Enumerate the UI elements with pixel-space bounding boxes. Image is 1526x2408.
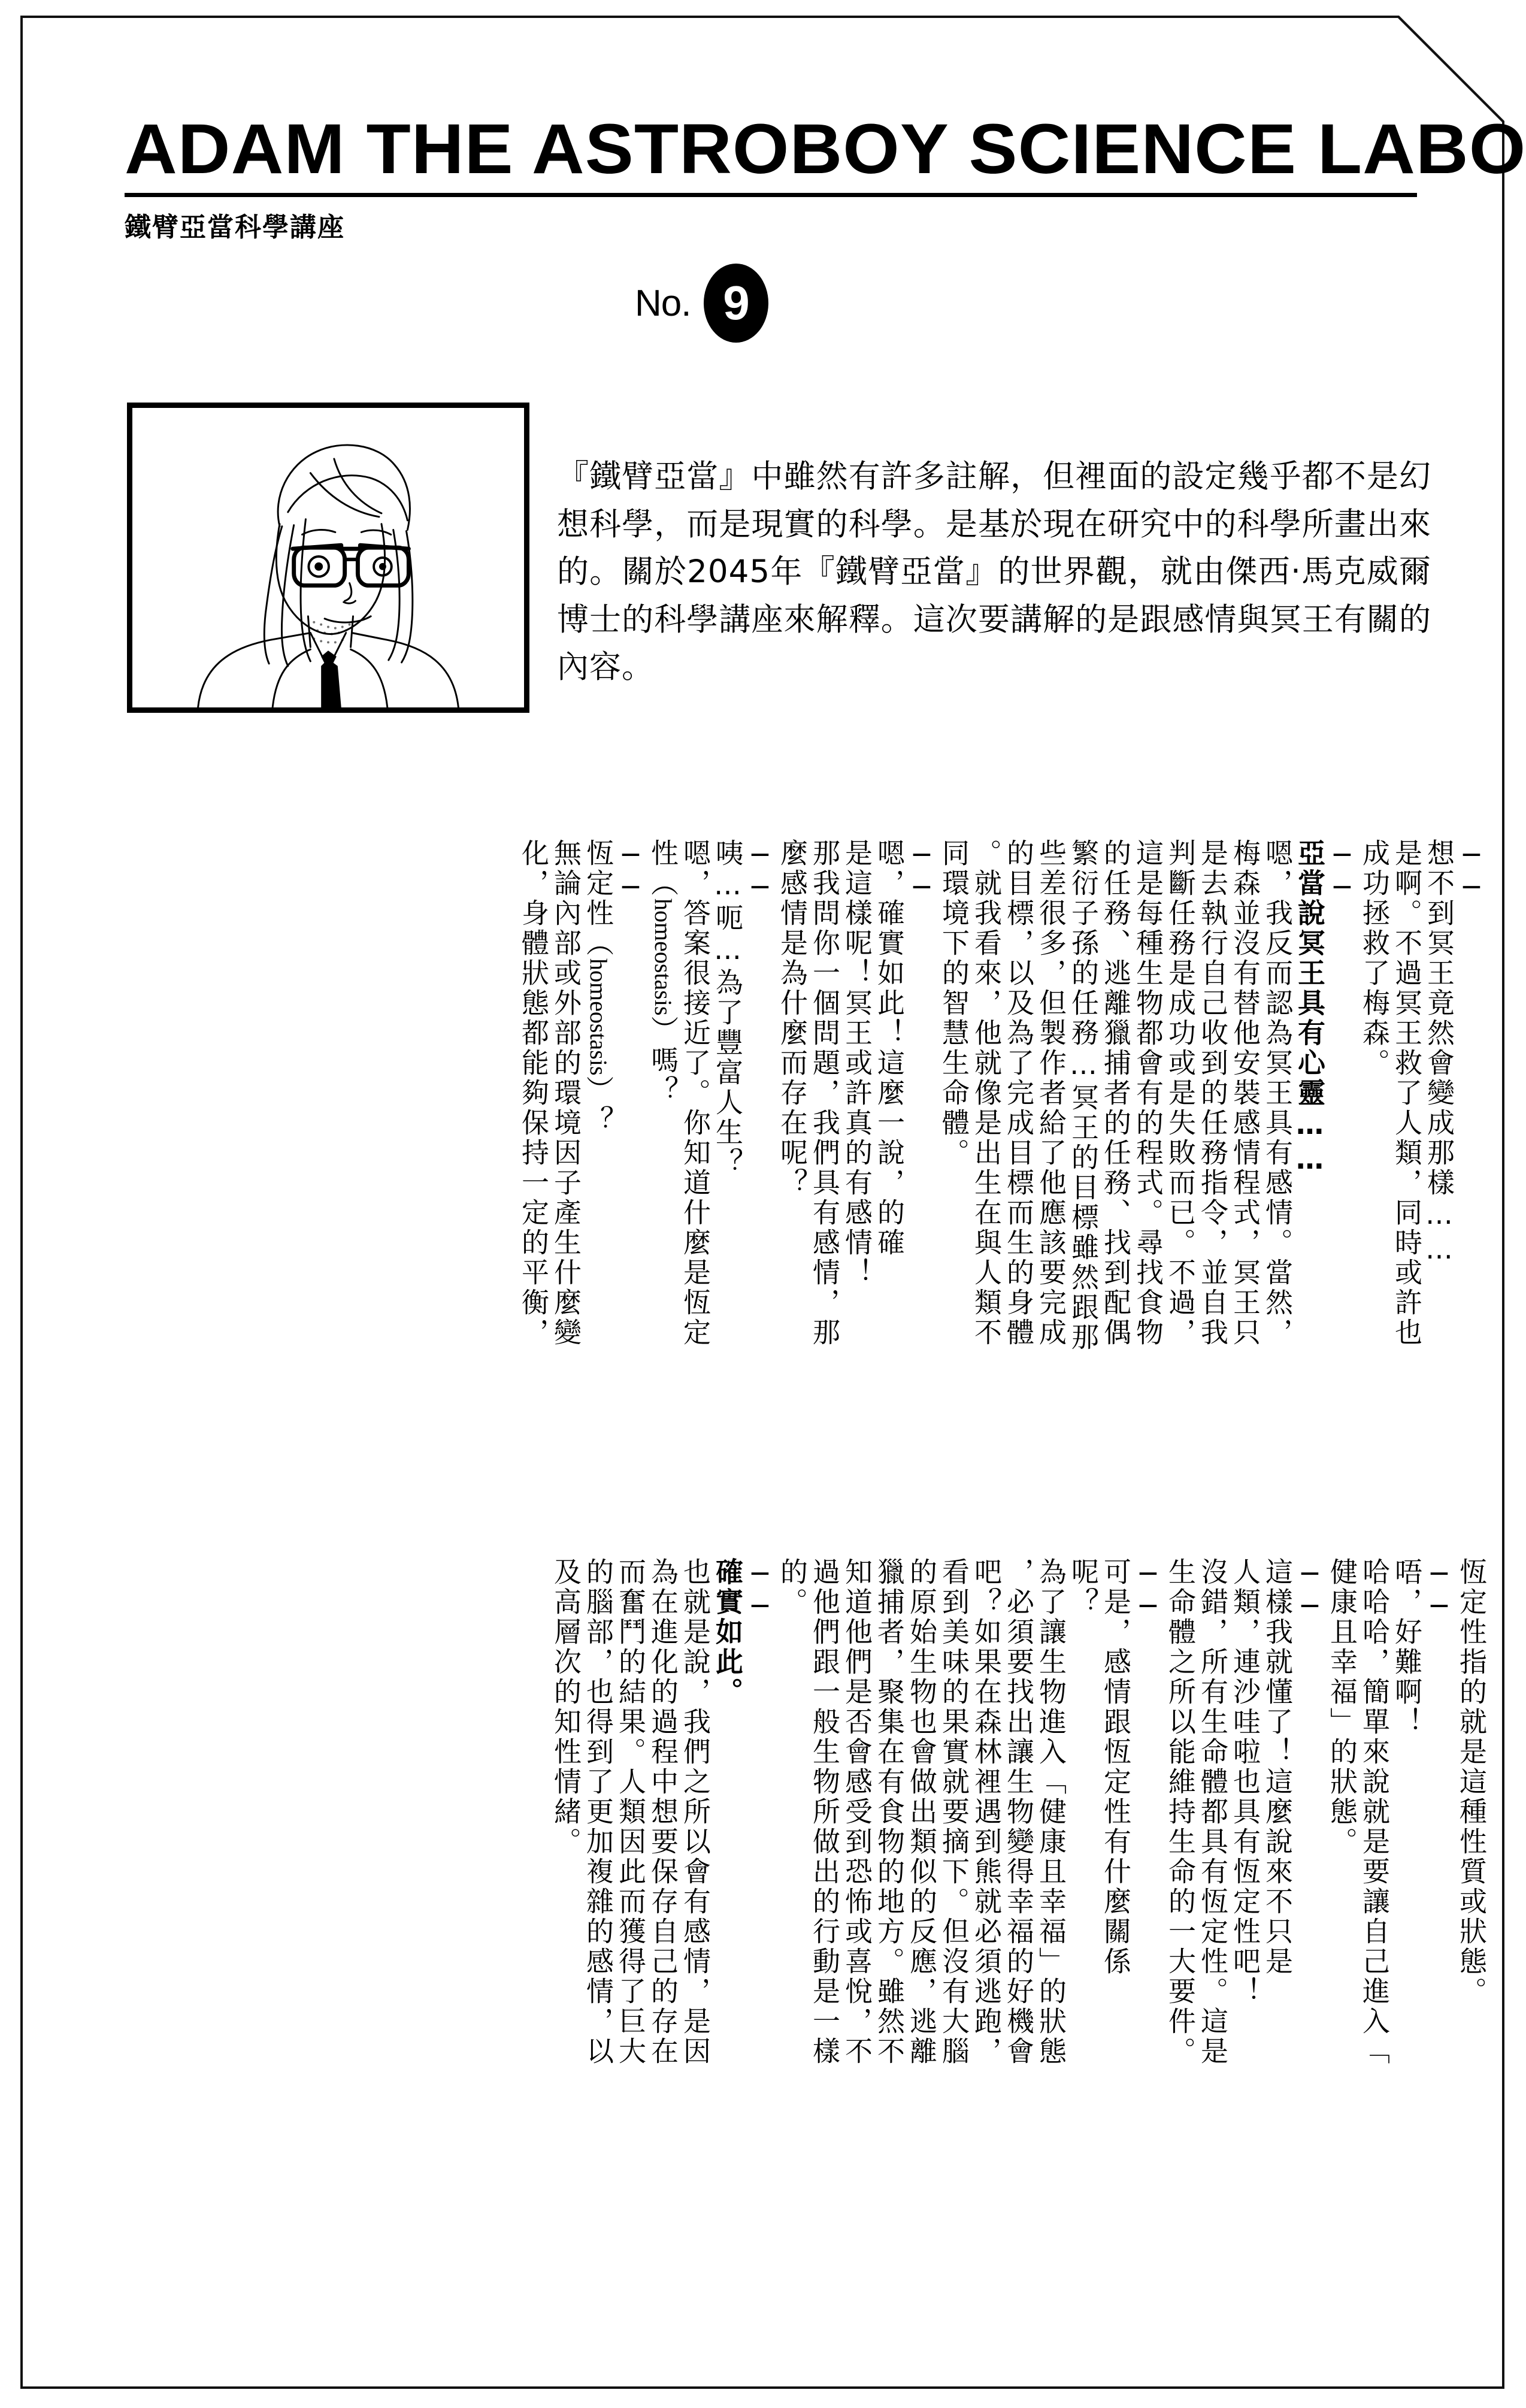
upper-column-14: 的目標，以及為了完成目標而生的身體 xyxy=(1003,839,1035,1348)
upper-column-23: 咦…呃…為了豐富人生？ xyxy=(711,839,744,1178)
upper-column-29: 化，身體狀態都能夠保持一定的平衡， xyxy=(517,839,550,1348)
upper-column-18: 嗯，確實如此！這麼一說，的確 xyxy=(873,839,906,1258)
upper-column-20: 那我問你一個問題，我們具有感情，那 xyxy=(809,839,841,1348)
upper-column-16: 同環境下的智慧生命體。 xyxy=(938,839,970,1168)
lower-column-0: 恆定性指的就是這種性質或狀態。 xyxy=(1455,1557,1488,2007)
lower-column-11: 可是，感情跟恆定性有什麼關係 xyxy=(1100,1557,1132,1977)
lower-column-6: 這樣我就懂了！這麼說來不只是 xyxy=(1261,1557,1294,1977)
upper-column-11: 的任務、逃離獵捕者的任務、找到配偶 xyxy=(1100,839,1132,1348)
lower-column-25: 為在進化的過程中想要保存自己的存在 xyxy=(647,1557,679,2067)
latin-term: homeostasis xyxy=(650,899,677,1016)
lower-column-7: 人類，連沙哇啦也具有恆定性吧！ xyxy=(1229,1557,1261,2007)
lower-column-24: 也就是說，我們之所以會有感情，是因 xyxy=(679,1557,711,2067)
issue-label: No. xyxy=(635,282,691,324)
upper-column-25: 性（homeostasis）嗎？ xyxy=(647,839,679,1106)
upper-column-6: 嗯，我反而認為冥王具有感情。當然， xyxy=(1261,839,1294,1348)
issue-indicator xyxy=(635,264,768,343)
lower-column-12: 呢？ xyxy=(1067,1557,1100,1617)
upper-column-17: ── xyxy=(906,839,938,903)
upper-column-4: ── xyxy=(1326,839,1358,903)
lower-column-1: ── xyxy=(1423,1557,1455,1622)
upper-column-26: ── xyxy=(614,839,647,903)
upper-column-24: 嗯，答案很接近了。你知道什麼是恆定 xyxy=(679,839,711,1348)
upper-column-2: 是啊。不過冥王救了人類，同時或許也 xyxy=(1391,839,1423,1348)
upper-column-28: 無論內部或外部的環境因子產生什麼變 xyxy=(550,839,582,1348)
issue-number-badge: 9 xyxy=(704,264,768,343)
lower-column-17: 的原始生物也會做出類似的反應，逃離 xyxy=(906,1557,938,2067)
lower-column-3: 哈哈哈，簡單來說就是要讓自己進入「 xyxy=(1358,1557,1391,2067)
lower-column-18: 獵捕者，聚集在有食物的地方。雖然不 xyxy=(873,1557,906,2067)
upper-column-13: 些差很多，但製作者給了他應該要完成 xyxy=(1035,839,1067,1348)
lower-column-15: 吧？如果在森林裡遇到熊就必須逃跑， xyxy=(970,1557,1003,2067)
lower-column-14: ，必須要找出讓生物變得幸福的好機會 xyxy=(1003,1557,1035,2067)
upper-column-12: 繁衍子孫的任務…冥王的目標雖然跟那 xyxy=(1067,839,1100,1353)
scientist-portrait-illustration xyxy=(132,408,524,707)
masthead xyxy=(125,110,1526,244)
lower-column-9: 生命體之所以能維持生命的一大要件。 xyxy=(1164,1557,1197,2067)
upper-column-22: ── xyxy=(744,839,776,903)
upper-column-10: 這是每種生物都會有的程式。尋找食物 xyxy=(1132,839,1164,1348)
dialogue-block-upper xyxy=(117,839,1488,1527)
lower-column-2: 唔，好難啊！ xyxy=(1391,1557,1423,1737)
upper-column-5: 亞當說冥王具有心靈…… xyxy=(1294,839,1326,1178)
page-title: ADAM THE ASTROBOY SCIENCE LABO xyxy=(125,110,1526,189)
latin-term: homeostasis xyxy=(585,958,612,1076)
lower-column-26: 而奮鬥的結果。人類因此而獲得了巨大 xyxy=(614,1557,647,2067)
subtitle: 鐵臂亞當科學講座 xyxy=(125,212,345,243)
intro-paragraph: 『鐵臂亞當』中雖然有許多註解，但裡面的設定幾乎都不是幻想科學，而是現實的科學。是基於現在研究中的科學所畫出來的。關於2045年『鐵臂亞當』的世界觀，就由傑西‧馬克威爾博士的科學講座來解釋。這次要講解的是跟感情與冥王有關的內容。 xyxy=(557,458,1431,685)
lower-column-27: 的腦部，也得到了更加複雜的感情，以 xyxy=(582,1557,614,2067)
title-divider xyxy=(125,193,1417,197)
upper-column-8: 是去執行自己收到的任務指令，並自我 xyxy=(1197,839,1229,1348)
lower-column-22: ── xyxy=(744,1557,776,1622)
upper-column-9: 判斷任務是成功或是失敗而已。不過， xyxy=(1164,839,1197,1348)
lower-column-19: 知道他們是否會感受到恐怖或喜悅，不 xyxy=(841,1557,873,2067)
lower-column-23: 確實如此。 xyxy=(711,1557,744,1707)
lower-column-20: 過他們跟一般生物所做出的行動是一樣 xyxy=(809,1557,841,2067)
upper-column-27: 恆定性（homeostasis）？ xyxy=(582,839,614,1136)
lower-column-28: 及高層次的知性情緒。 xyxy=(550,1557,582,1857)
lower-column-8: 沒錯，所有生命體都具有恆定性。這是 xyxy=(1197,1557,1229,2067)
lower-column-13: 為了讓生物進入「健康且幸福」的狀態 xyxy=(1035,1557,1067,2067)
lower-column-4: 健康且幸福」的狀態。 xyxy=(1326,1557,1358,1857)
upper-column-15: 。就我看來，他就像是出生在與人類不 xyxy=(970,839,1003,1348)
upper-column-1: 想不到冥王竟然會變成那樣…… xyxy=(1423,839,1455,1267)
upper-column-21: 麼感情是為什麼而存在呢？ xyxy=(776,839,809,1198)
lower-column-16: 看到美味的果實就要摘下。但沒有大腦 xyxy=(938,1557,970,2067)
portrait-panel xyxy=(127,403,529,713)
upper-column-19: 是這樣呢！冥王或許真的有感情！ xyxy=(841,839,873,1288)
dialogue-block-lower xyxy=(117,1557,1488,2318)
lower-column-10: ── xyxy=(1132,1557,1164,1622)
lower-column-5: ── xyxy=(1294,1557,1326,1622)
upper-column-0: ── xyxy=(1455,839,1488,903)
upper-column-3: 成功拯救了梅森。 xyxy=(1358,839,1391,1078)
lower-column-21: 的。 xyxy=(776,1557,809,1617)
upper-column-7: 梅森並沒有替他安裝感情程式，冥王只 xyxy=(1229,839,1261,1348)
